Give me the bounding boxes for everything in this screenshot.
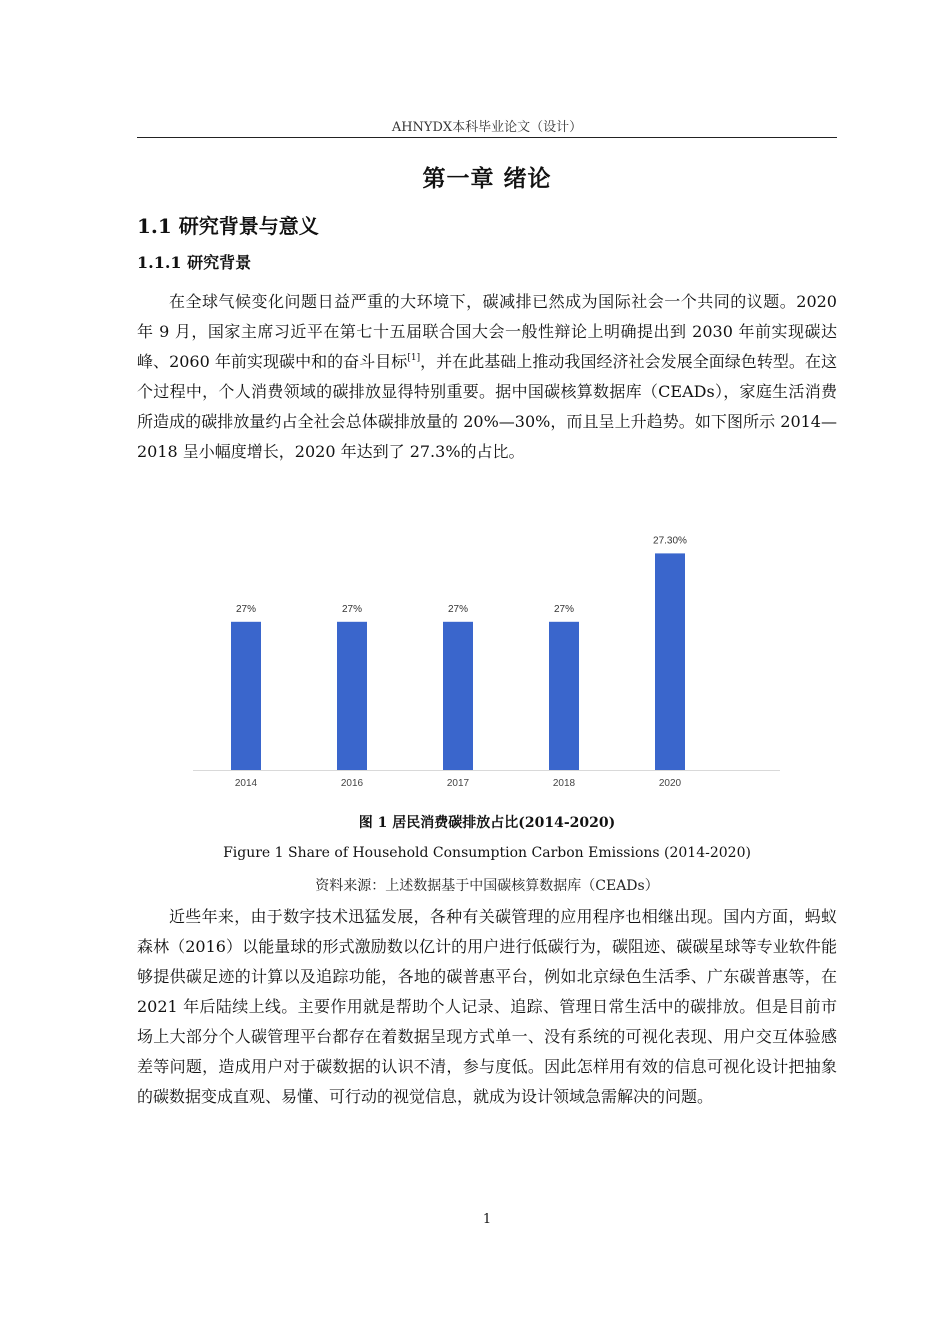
chart-canvas xyxy=(193,508,780,798)
data-label-2016: 27% xyxy=(341,603,363,615)
x-tick-label-2020: 2020 xyxy=(658,778,682,789)
bar-2017 xyxy=(443,622,473,770)
data-label-2014: 27% xyxy=(235,603,257,615)
body-paragraph-2: 近些年来，由于数字技术迅猛发展，各种有关碳管理的应用程序也相继出现。国内方面，蚂蚁森林（2016）以能量球的形式激励数以亿计的用户进行低碳行为，碳阻迹、碳碳星球等专业软件能够提供碳足迹的计算以及追踪功能，各地的碳普惠平台，例如北京绿色生活季、广东碳普惠等，在 2021 年后陆续上线。主要作用就是帮助个人记录、追踪、管理日常生活中的碳排放。但是目前市场上大部分个人碳管理平台都存在着数据呈现方式单一、没有系统的可视化表现、用户交互体验感差等问题，造成用户对于碳数据的认识不清，参与度低。因此怎样用有效的信息可视化设计把抽象的碳数据变成直观、易懂、可行动的视觉信息，就成为设计领域急需解决的问题。 xyxy=(137,907,837,1106)
data-label-2018: 27% xyxy=(553,603,575,615)
x-tick-label-2014: 2014 xyxy=(234,778,258,789)
body-paragraph-1 xyxy=(137,287,837,467)
figure-caption-en: Figure 1 Share of Household Consumption Carbon Emissions (2014-2020) xyxy=(223,845,751,861)
x-tick-label-2016: 2016 xyxy=(340,778,364,789)
subsection-heading: 1.1.1 研究背景 xyxy=(137,253,252,272)
bar-2020 xyxy=(655,553,685,770)
running-header: AHNYDX本科毕业论文（设计） xyxy=(391,120,583,135)
paragraph-text: 在全球气候变化问题日益严重的大环境下，碳减排已然成为国际社会一个共同的议题。2020 年 9 月，国家主席习近平在第七十五届联合国大会一般性辩论上明确提出到 2030 年前实现碳达峰、2060 年前实现碳中和的奋斗目标 xyxy=(137,292,837,371)
data-label-2020: 27.30% xyxy=(653,535,687,547)
citation-ref[interactable]: [1] xyxy=(407,353,421,363)
data-label-2017: 27% xyxy=(447,603,469,615)
x-tick-label-2017: 2017 xyxy=(446,778,470,789)
x-tick-label-2018: 2018 xyxy=(552,778,576,789)
header-divider xyxy=(137,137,837,138)
bar-2016 xyxy=(337,622,367,770)
figure-source: 资料来源：上述数据基于中国碳核算数据库（CEADs） xyxy=(315,878,659,894)
bar-2018 xyxy=(549,622,579,770)
chapter-title: 第一章 绪论 xyxy=(422,165,552,192)
section-heading: 1.1 研究背景与意义 xyxy=(137,214,319,238)
paragraph-text: ，并在此基础上推动我国经济社会发展全面绿色转型。在这个过程中，个人消费领域的碳排放显得特别重要。据中国碳核算数据库（CEADs），家庭生活消费所造成的碳排放量约占全社会总体碳排放量的 20%—30%，而且呈上升趋势。如下图所示 2014—2018 呈小幅度增长，2020 年达到了 27.3%的占比。 xyxy=(137,352,837,461)
bar-chart xyxy=(193,508,780,798)
figure-caption-cn: 图 1 居民消费碳排放占比(2014-2020) xyxy=(358,815,616,831)
page-number: 1 xyxy=(482,1212,492,1227)
bar-2014 xyxy=(231,622,261,770)
